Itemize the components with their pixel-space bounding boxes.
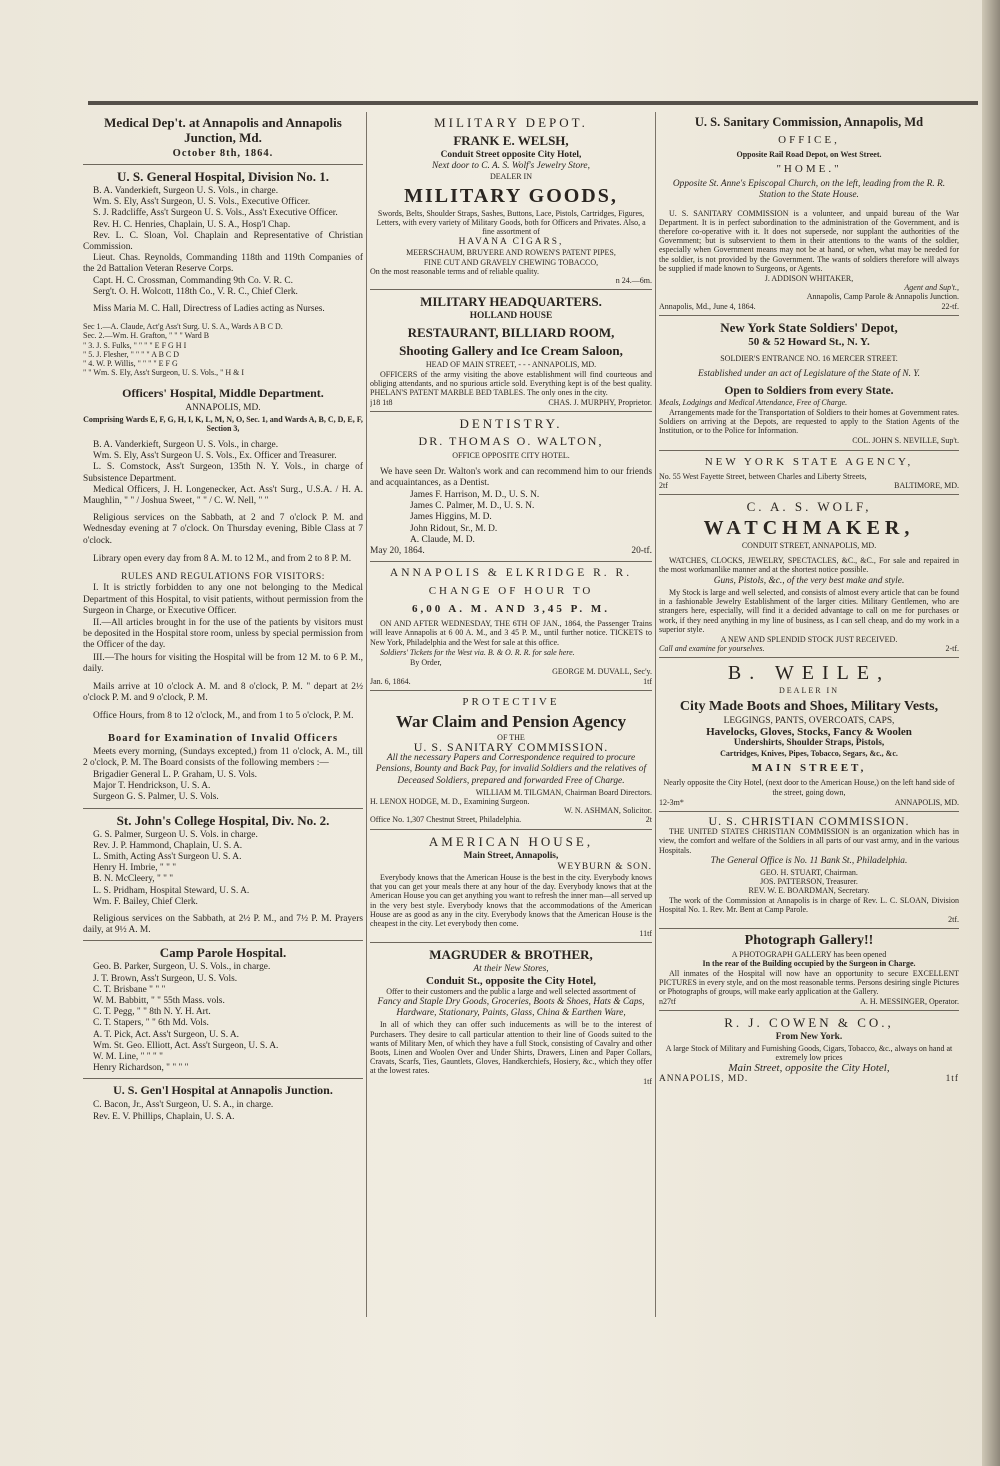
sanitary-opposite: Opposite Rail Road Depot, on West Street. [736, 150, 882, 159]
staff-line: Rev. H. C. Henries, Chaplain, U. S. A., Hosp'l Chap. [93, 219, 291, 230]
magruder-offer: Offer to their customers and the public a large and well selected assortment of [386, 986, 636, 996]
christian-work: The work of the Commission at Annapolis is in charge of Rev. L. C. SLOAN, Division Hospital No. 1. Rev. Mr. Bent at Camp Parole. [659, 895, 959, 914]
gallery-line2: In the rear of the Building occupied by the Surgeon in Charge. [702, 959, 916, 969]
magruder-text: In all of which they can offer such inducements as will be to the interest of Purchasers. They desire to call particular attention to their line of Goods suited to the wants of Military Men, of which they have a full Stock, consisting of Cavalry and other Boots, Linen and Woolen Over and Under Shirts, Drawers, Linen and Paper Collars, Cravats, Scarfs, Ties, Gauntlets, Gloves, Handkerchiefs, Hosiery, &c., which they offer at the lowest rates. [370, 1020, 652, 1076]
divider [83, 164, 363, 165]
rr-heading: ANNAPOLIS & ELKRIDGE R. R. [389, 567, 633, 580]
staff-line: Geo. B. Parker, Surgeon, U. S. Vols., in charge. [93, 962, 271, 973]
dentist-ref: 20-tf. [631, 546, 652, 557]
depot-list: Swords, Belts, Shoulder Straps, Sashes, Buttons, Lace, Pistols, Cartridges, Figures, Letters, with every variety of Military Goods, both for Officers and Privates. Also, a fine assortment of [376, 208, 646, 237]
agency-ref: 2tf [659, 480, 668, 490]
staff-line: B. A. Vanderkieft, Surgeon U. S. Vols., in charge. [93, 186, 279, 196]
officers-hospital-heading: Officers' Hospital, Middle Department. [122, 386, 324, 401]
staff-line: Rev. J. P. Hammond, Chaplain, U. S. A. [93, 840, 243, 851]
weile-line3: Havelocks, Gloves, Stocks, Fancy & Woolen [706, 725, 912, 738]
christian-office: The General Office is No. 11 Bank St., Philadelphia. [710, 855, 908, 866]
cowen-heading: R. J. COWEN & CO., [724, 1015, 894, 1031]
junction-heading: U. S. Gen'l Hospital at Annapolis Junction. [113, 1083, 333, 1098]
officers-hospital-place: ANNAPOLIS, MD. [185, 403, 261, 414]
board-members [83, 770, 363, 804]
wolf-text3: My Stock is large and well selected, and consists of almost every article that can be found in a fashionable Jewelry Establishment of the larger cities. Military Gentlemen, who are strangers here, especially, will find it a decided advantage to call on me for purchases or work, if they need anything in my line of business, as I can sell cheap, and do my work in a superior style. [659, 587, 959, 634]
magruder-street: Conduit St., opposite the City Hotel, [426, 974, 596, 987]
ward-line: " 4. W. P. Willis, " " " " E F G [83, 359, 178, 369]
gen-hospital-staff [83, 186, 363, 298]
protective-hodge: H. LENOX HODGE, M. D., Examining Surgeon. [370, 796, 530, 806]
american-text: Everybody knows that the American House is the best in the city. Everybody knows that you can get your meals there at any hour of the day. Everybody knows that at the American House you can get anything you want to refresh the inner man—all served up in the very best style. Everybody knows that the accommodations of the American House are as good as any in the city. Everybody knows that the American House is the cheapest in the city. Let everybody then come. [370, 872, 652, 928]
staff-line: G. S. Palmer, Surgeon U. S. Vols. in charge. [93, 829, 258, 840]
board-member: Major T. Hendrickson, U. S. A. [93, 781, 211, 792]
hq-proprietor: CHAS. J. MURPHY, Proprietor. [548, 398, 652, 408]
reference-line: John Ridout, Sr., M. D. [410, 523, 498, 534]
depot-terms: On the most reasonable terms and of reliable quality. [370, 266, 539, 276]
divider [83, 940, 363, 941]
protective-ref: 2t [645, 815, 652, 825]
weile-footer [659, 798, 959, 807]
wolf-trade: WATCHMAKER, [703, 517, 915, 540]
dentist-name: DR. THOMAS O. WALTON, [418, 434, 604, 449]
protective-text: All the necessary Papers and Correspondence required to procure Pensions, Bounty and Back Pay, for invalid Soldiers and the relatives of Deceased Soldiers, prepared and forwarded Free of Charge. [375, 753, 647, 786]
weile-text: Nearly opposite the City Hotel, (next door to the American House,) on the left hand side of the street, going down, [663, 778, 955, 797]
board-member: Surgeon G. S. Palmer, U. S. Vols. [93, 792, 219, 803]
christian-people [659, 868, 959, 896]
wolf-footer [659, 644, 959, 653]
rr-soldiers: Soldiers' Tickets for the West via. B. & O. R. R. for sale here. [380, 647, 575, 657]
protective-heading: PROTECTIVE [462, 695, 560, 708]
agency-heading: NEW YORK STATE AGENCY, [704, 455, 914, 468]
religious-services: Religious services on the Sabbath, at 2 and 7 o'clock P. M. and Wednesday evening at 7 o'clock. On Thursday evening, Bible Class at 7 o'clock. [83, 513, 363, 546]
sanitary-date: Annapolis, Md., June 4, 1864. [659, 301, 756, 311]
office-hours: Office Hours, from 8 to 12 o'clock, M., and from 1 to 5 o'clock, P. M. [93, 711, 354, 722]
depot-goods: MILITARY GOODS, [404, 184, 618, 207]
dentist-office: OFFICE OPPOSITE CITY HOTEL. [452, 451, 570, 461]
depot-dealer: DEALER IN [490, 172, 532, 182]
column-rule-2 [655, 112, 656, 1317]
sanitary-agent-location: Annapolis, Camp Parole & Annapolis Junction. [806, 292, 959, 302]
agency-address: No. 55 West Fayette Street, between Charles and Liberty Streets, [659, 471, 867, 481]
staff-line: Wm. St. Geo. Elliott, Act. Ass't Surgeon, U. S. A. [93, 1040, 279, 1051]
divider [370, 561, 652, 562]
nurses-note: Miss Maria M. C. Hall, Directress of Ladies acting as Nurses. [93, 304, 325, 315]
weile-line2: LEGGINGS, PANTS, OVERCOATS, CAPS, [723, 715, 895, 726]
staff-line: S. J. Radcliffe, Ass't Surgeon U. S. Vols., Ass't Executive Officer. [93, 208, 338, 219]
hq-line2: Shooting Gallery and Ice Cream Saloon, [399, 343, 623, 359]
staff-line: Medical Officers, J. H. Longenecker, Act. Ass't Surg., U.S.A. / H. A. Maughlin, " " / Joshua Sweet, " " / C. W. Nell, " " [83, 484, 363, 507]
weile-ref: 12-3m* [659, 797, 684, 807]
divider [659, 928, 959, 929]
rr-order: By Order, [410, 658, 442, 668]
staff-line: J. T. Brown, Ass't Surgeon, U. S. Vols. [93, 973, 238, 984]
divider [370, 690, 652, 691]
rr-hours: 6,00 A. M. AND 3,45 P. M. [411, 603, 611, 616]
ward-line: Sec 1.—A. Claude, Act'g Ass't Surg. U. S. A., Wards A B C D. [83, 322, 283, 332]
divider [370, 411, 652, 412]
sanitary-office: OFFICE, [778, 134, 840, 146]
sanitary-footer [659, 302, 959, 311]
rule-item: II.—All articles brought in for the use of the patients by visitors must be deposited in the Hospital store room, unless by special permission from the Officer of the day. [83, 617, 363, 651]
library-hours: Library open every day from 8 A. M. to 12 M., and from 2 to 8 P. M. [93, 553, 352, 564]
rr-date: Jan. 6, 1864. [370, 676, 411, 686]
divider [370, 829, 652, 830]
staff-line: C. T. Pegg, " " 8th N. Y. H. Art. [93, 1007, 211, 1018]
reference-line: James Higgins, M. D. [410, 512, 492, 523]
weile-street: MAIN STREET, [751, 762, 867, 775]
staff-line: Henry Richardson, " " " " [93, 1063, 189, 1074]
staff-line: Wm. S. Ely, Ass't Surgeon, U. S. Vols., Executive Officer. [93, 197, 311, 208]
staff-line: C. T. Brisbane " " " [93, 984, 166, 995]
camp-parole-heading: Camp Parole Hospital. [159, 945, 287, 961]
reference-line: James C. Palmer, M. D., U. S. N. [410, 501, 535, 512]
cowen-city: ANNAPOLIS, MD. [659, 1074, 749, 1085]
ward-line: " " Wm. S. Ely, Ass't Surgeon, U. S. Vols., " H & I [83, 368, 245, 378]
depot-tobacco: FINE CUT AND GRAVELY CHEWING TOBACCO, [423, 257, 599, 267]
divider [659, 1010, 959, 1011]
gallery-line1: A PHOTOGRAPH GALLERY has been opened [731, 950, 887, 960]
rr-ref: 1tf [643, 676, 652, 686]
staff-line: Capt. H. C. Crossman, Commanding 9th Co. V. R. C. [93, 275, 293, 286]
sanitary-agent-title: Agent and Sup't., [904, 283, 959, 293]
gallery-heading: Photograph Gallery!! [744, 933, 874, 949]
hq-line3: HEAD OF MAIN STREET, - - - ANNAPOLIS, MD. [425, 360, 597, 370]
magruder-goods: Fancy and Staple Dry Goods, Groceries, Boots & Shoes, Hats & Caps, Hardware, Stationary, Paints, Glass, China & Earthen Ware, [377, 996, 645, 1019]
staff-line: Henry H. Imbrie, " " " [93, 863, 177, 874]
column-rule-1 [366, 112, 367, 1317]
cowen-text: A large Stock of Military and Furnishing Goods, Cigars, Tobacco, &c., always on hand at extremely low prices [665, 1043, 953, 1062]
ny-depot-address: 50 & 52 Howard St., N. Y. [748, 335, 870, 348]
staff-line: W. M. Babbitt, " " 55th Mass. vols. [93, 995, 225, 1006]
magruder-ref: 1tf [643, 1076, 652, 1086]
staff-line: A. T. Pick, Act. Ass't Surgeon, U. S. A. [93, 1029, 239, 1040]
christian-ref: 2tf. [948, 914, 959, 924]
rr-text: ON AND AFTER WEDNESDAY, THE 6TH OF JAN., 1864, the Passenger Trains will leave Annapolis at 6 00 A. M., and 3 45 P. M., until further notice. TICKETS to New York, Philadelphia and the West for sale at this office. [370, 619, 652, 647]
ny-depot-established: Established under an act of Legislature of the State of N. Y. [698, 369, 920, 380]
wolf-text2: Guns, Pistols, &c., of the very best make and style. [713, 575, 905, 586]
divider [659, 494, 959, 495]
staff-line: Serg't. O. H. Wolcott, 118th Co., V. R. C., Chief Clerk. [93, 286, 298, 297]
st-johns-heading: St. John's College Hospital, Div. No. 2. [116, 812, 330, 828]
gallery-text: All inmates of the Hospital will now have an opportunity to secure EXCELLENT PICTURES in every style, and on the most reasonable terms. Persons desiring single Pictures or Photographs of groups, will make early application at the Gallery. [659, 968, 959, 996]
protective-ashman: W. N. ASHMAN, Solicitor. [564, 806, 652, 816]
ward-list [83, 322, 363, 377]
depot-heading: MILITARY DEPOT. [434, 115, 588, 130]
hq-footer [370, 398, 652, 407]
staff-line: L. Smith, Acting Ass't Surgeon U. S. A. [93, 851, 242, 862]
column-1 [83, 112, 363, 1317]
protective-of: OF THE [497, 732, 525, 742]
camp-parole-staff [83, 962, 363, 1074]
gallery-ref: n27tf [659, 997, 676, 1007]
ward-line: Sec. 2.—Wm. H. Grafton, " " " Ward B [83, 331, 210, 341]
st-johns-religious: Religious services on the Sabbath, at 2½ P. M., and 7½ P. M. Prayers daily, at 9½ A. M. [83, 913, 363, 936]
agency-footer [659, 481, 959, 490]
weile-name: B. WEILE, [727, 662, 891, 685]
weile-city: ANNAPOLIS, MD. [894, 797, 959, 807]
rule-item: I. It is strictly forbidden to any one not belonging to the Medical Department of this Hospital, to visit patients, without permission from the Surgeon in Charge, or Executive Officer. [83, 583, 363, 616]
st-johns-staff [83, 830, 363, 908]
staff-line: L. S. Comstock, Ass't Surgeon, 135th N. Y. Vols., in charge of Subsistence Department. [83, 462, 363, 484]
rr-change: CHANGE OF HOUR TO [428, 585, 594, 598]
reference-line: James F. Harrison, M. D., U. S. N. [410, 490, 540, 501]
staff-line: Wm. F. Bailey, Chief Clerk. [93, 896, 198, 907]
divider [83, 1078, 363, 1079]
wolf-street: CONDUIT STREET, ANNAPOLIS, MD. [741, 541, 877, 551]
depot-cigars: HAVANA CIGARS, [458, 237, 564, 248]
agency-city: BALTIMORE, MD. [894, 480, 959, 490]
masthead-date: October 8th, 1864. [172, 148, 274, 159]
weile-dealer: DEALER IN [779, 686, 839, 696]
staff-line: C. Bacon, Jr., Ass't Surgeon, U. S. A., in charge. [93, 1100, 274, 1111]
wolf-name: C. A. S. WOLF, [746, 499, 872, 515]
wolf-call: Call and examine for yourselves. [659, 644, 765, 654]
divider [659, 811, 959, 812]
sanitary-heading: U. S. Sanitary Commission, Annapolis, Md [694, 115, 924, 129]
junction-staff [83, 1100, 363, 1122]
divider [83, 808, 363, 809]
depot-address: Conduit Street opposite City Hotel, [440, 150, 582, 160]
depot-pipes: MEERSCHAUM, BRUYERE AND ROWEN'S PATENT PIPES, [406, 248, 616, 258]
officer-line: GEO. H. STUART, Chairman. [760, 867, 858, 877]
ward-line: " 5. J. Flesher, " " " " A B C D [83, 349, 180, 359]
hq-text: OFFICERS of the army visiting the above establishment will find courteous and obliging attendants, and no spurious article sold. Everything kept is of the best quality. PHELAN'S PATENT MARBLE BED TABLES. The only ones in the city. [370, 369, 652, 398]
protective-chair: WILLIAM M. TILGMAN, Chairman Board Directors. [475, 787, 652, 797]
rr-footer [370, 677, 652, 686]
hq-heading: MILITARY HEADQUARTERS. [420, 294, 602, 310]
cowen-street: Main Street, opposite the City Hotel, [728, 1062, 890, 1074]
officer-line: JOS. PATTERSON, Treasurer. [760, 877, 858, 887]
staff-line: Rev. L. C. Sloan, Vol. Chaplain and Representative of Christian Commission. [83, 230, 363, 253]
dentist-footer [370, 546, 652, 557]
board-member: Brigadier General L. P. Graham, U. S. Vols. [93, 769, 257, 780]
staff-line: B. N. McCleery, " " " [93, 874, 174, 885]
rr-agent: GEORGE M. DUVALL, Sec'y. [552, 667, 652, 677]
protective-office: Office No. 1,307 Chestnut Street, Philadelphia. [370, 815, 522, 825]
gallery-footer [659, 997, 959, 1006]
ny-depot-text: Arrangements made for the Transportation of Soldiers to their homes at Government rates. Soldiers on arriving at the Depots, are requested to apply to the Station Agents of the Institution, or to the Police for Information. [659, 407, 959, 436]
american-street: Main Street, Annapolis, [463, 850, 559, 861]
ny-depot-heading: New York State Soldiers' Depot, [720, 319, 898, 335]
sanitary-text: U. S. SANITARY COMMISSION is a volunteer, and unpaid bureau of the War Department. It is in perfect subordination to the administration of the Government, and is therefore co-operative with it. It does not supersede, nor supplant the authorities of the Government; but is subservient to them in their attentions to the wants of the soldier, especially when Government means may not be at hand, or when, what may be needed for the soldier, is not provided by the Government. The wants of soldiers therefore will always be supplied if made known to Surgeons, or Agents. [659, 208, 959, 273]
staff-line: L. S. Pridham, Hospital Steward, U. S. A. [93, 885, 250, 896]
wolf-ref: 2-tf. [945, 644, 959, 654]
american-ref: 11tf [639, 929, 652, 939]
ny-depot-entrance: SOLDIER'S ENTRANCE NO. 16 MERCER STREET. [720, 354, 898, 364]
cowen-from: From New York. [775, 1032, 843, 1043]
board-text: Meets every morning, (Sundays excepted,) from 11 o'clock, A. M., till 2 o'clock, P. M. The Board consists of the following members :— [83, 746, 363, 768]
gen-hospital-heading: U. S. General Hospital, Division No. 1. [117, 169, 329, 184]
ward-line: " 3. J. S. Fulks, " " " " E F G H I [83, 340, 187, 350]
cowen-ref: 1tf [945, 1074, 959, 1085]
divider [370, 942, 652, 943]
reference-line: A. Claude, M. D. [410, 534, 475, 545]
american-owner: WEYBURN & SON. [557, 861, 652, 872]
officers-hospital-staff [83, 440, 363, 507]
sanitary-agent: J. ADDISON WHITAKER, [764, 274, 854, 284]
christian-text: THE UNITED STATES CHRISTIAN COMMISSION is an organization which has in view, the comfort and welfare of the Soldiers in all parts of our vast army, and in the various Hospitals. [659, 827, 959, 855]
divider [659, 450, 959, 451]
depot-ref: n 24.—6m. [615, 276, 652, 286]
staff-line: Lieut. Chas. Reynolds, Commanding 118th and 119th Companies of the 2d Battalion Veteran Reserve Corps. [83, 253, 363, 275]
dentistry-heading: DENTISTRY. [459, 416, 563, 432]
rule-item: III.—The hours for visiting the Hospital will be from 12 M. to 6 P. M., daily. [83, 652, 363, 674]
board-heading: Board for Examination of Invalid Officers [107, 732, 339, 744]
hq-house: HOLLAND HOUSE [469, 311, 553, 322]
rules-heading: RULES AND REGULATIONS FOR VISITORS: [121, 572, 325, 583]
hq-line1: RESTAURANT, BILLIARD ROOM, [407, 325, 615, 341]
depot-next: Next door to C. A. S. Wolf's Jewelry Store, [432, 161, 590, 172]
column-2 [370, 112, 652, 1317]
staff-line: W. M. Line, " " " " [93, 1052, 163, 1062]
column-3 [659, 112, 959, 1317]
ny-depot-col: COL. JOHN S. NEVILLE, Sup't. [852, 436, 959, 446]
protective-agency: War Claim and Pension Agency [395, 711, 627, 731]
depot-name: FRANK E. WELSH, [453, 133, 569, 148]
gallery-operator: A. H. MESSINGER, Operator. [860, 997, 959, 1007]
divider [370, 289, 652, 290]
staff-line: C. T. Stapers, " " 6th Md. Vols. [93, 1018, 209, 1029]
dentist-refs [370, 490, 652, 546]
christian-heading: U. S. CHRISTIAN COMMISSION. [708, 813, 910, 828]
dentist-text: We have seen Dr. Walton's work and can recommend him to our friends and acquaintances, as a Dentist. [370, 466, 652, 488]
weile-line1: City Made Boots and Shoes, Military Vests, [679, 698, 939, 714]
magruder-stores: At their New Stores, [473, 964, 549, 975]
protective-footer [370, 815, 652, 824]
cowen-footer [659, 1074, 959, 1085]
hq-ref: j18 1t8 [370, 398, 393, 408]
wolf-text1: WATCHES, CLOCKS, JEWELRY, SPECTACLES, &C., &C., For sale and repaired in the most workmanlike manner and at the shortest notice possible. [659, 556, 959, 575]
mail-hours: Mails arrive at 10 o'clock A. M. and 8 o'clock, P. M. " depart at 2½ o'clock P. M. and 9 o'clock, P. M. [83, 681, 363, 704]
staff-line: Wm. S. Ely, Ass't Surgeon U. S. Vols., Ex. Officer and Treasurer. [93, 451, 337, 462]
dentist-date: May 20, 1864. [370, 546, 425, 557]
divider [659, 657, 959, 658]
wolf-new-stock: A NEW AND SPLENDID STOCK JUST RECEIVED. [720, 634, 898, 644]
page-edge [982, 0, 1000, 1466]
staff-line: B. A. Vanderkieft, Surgeon U. S. Vols., in charge. [93, 440, 279, 451]
ny-depot-open: Open to Soldiers from every State. [724, 385, 894, 398]
american-heading: AMERICAN HOUSE, [428, 833, 594, 849]
officers-hospital-wards: Comprising Wards E, F, G, H, I, K, L, M, N, O, Sec. 1, and Wards A, B, C, D, E, F, Section 3, [83, 414, 363, 433]
sanitary-home: "HOME." [776, 163, 842, 176]
weile-line4: Undershirts, Shoulder Straps, Pistols, [733, 737, 885, 748]
protective-commission: U. S. SANITARY COMMISSION. [413, 739, 609, 754]
top-rule [88, 101, 978, 105]
sanitary-home-location: Opposite St. Anne's Episcopal Church, on the left, leading from the R. R. Station to the State House. [672, 179, 946, 201]
weile-line5: Cartridges, Knives, Pipes, Tobacco, Segars, &c., &c. [720, 749, 898, 759]
magruder-heading: MAGRUDER & BROTHER, [429, 947, 593, 963]
sanitary-ref: 22-tf. [941, 301, 959, 311]
divider [659, 315, 959, 316]
masthead-title: Medical Dep't. at Annapolis and Annapolis Junction, Md. [104, 115, 342, 145]
officer-line: REV. W. E. BOARDMAN, Secretary. [748, 886, 870, 896]
ny-depot-meals: Meals, Lodgings and Medical Attendance, Free of Charge. [659, 397, 848, 407]
staff-line: Rev. E. V. Phillips, Chaplain, U. S. A. [93, 1111, 235, 1122]
